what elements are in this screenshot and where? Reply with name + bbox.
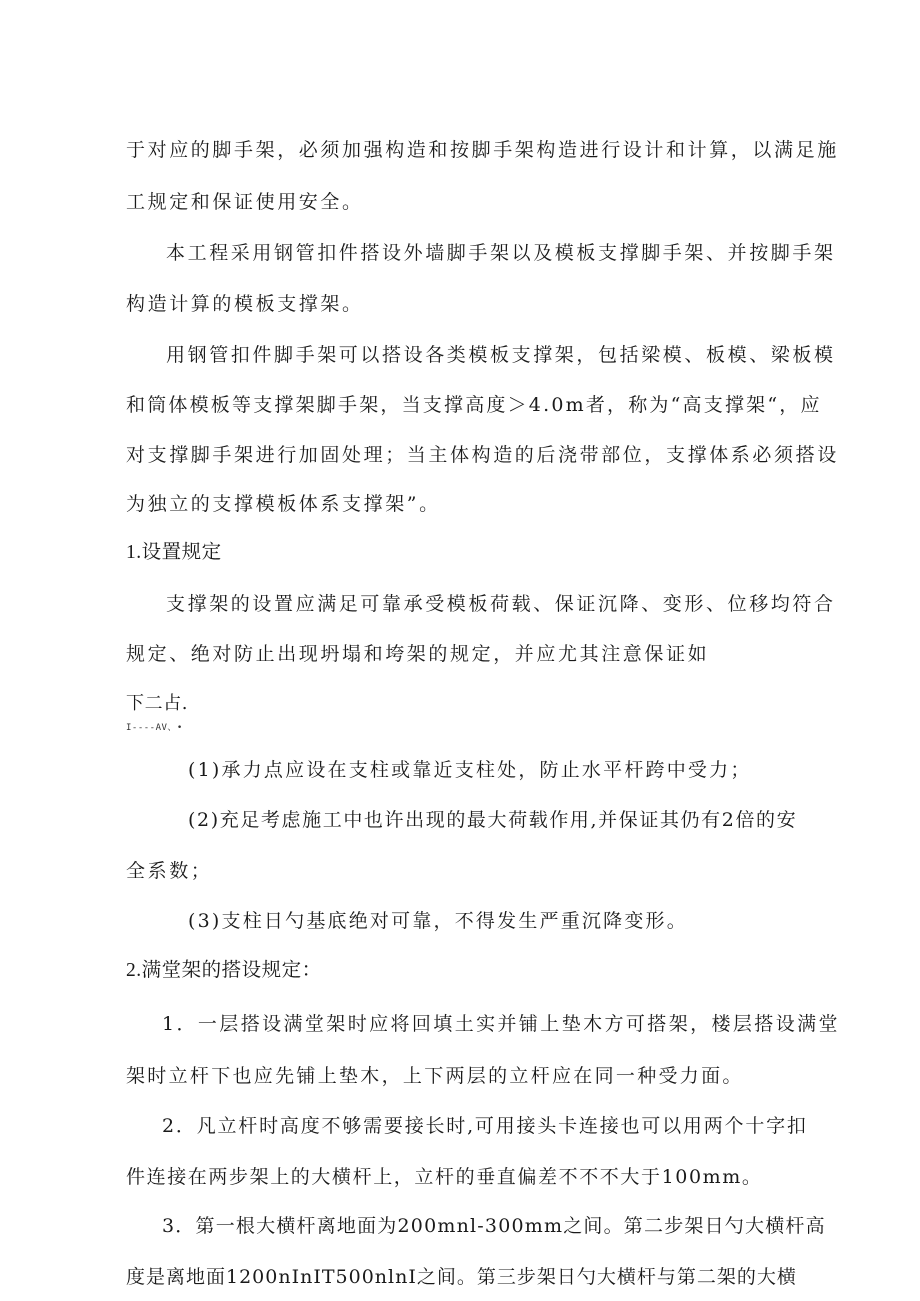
section-2-item-3-line-1: 3．第一根大横杆离地面为200mnl-300mm之间。第二步架日勺大横杆高	[162, 1215, 826, 1237]
paragraph-3-line-1: 用钢管扣件脚手架可以搭设各类模板支撑架，包括梁模、板模、梁板模	[166, 344, 836, 366]
section-2-item-2-line-2: 件连接在两步架上的大横杆上，立杆的垂直偏差不不不大于100mm。	[126, 1166, 763, 1188]
paragraph-1-line-1: 于对应的脚手架，必须加强构造和按脚手架构造进行设计和计算，以满足施	[126, 139, 839, 161]
paragraph-2-line-1: 本工程采用钢管扣件搭设外墙脚手架以及模板支撑脚手架、并按脚手架	[166, 242, 836, 264]
section-1-item-1: (1)承力点应设在支柱或靠近支柱处，防止水平杆跨中受力；	[188, 759, 752, 781]
section-2-item-1-line-2: 架时立杆下也应先铺上垫木，上下两层的立杆应在同一种受力面。	[126, 1065, 744, 1087]
section-2-item-2-line-1: 2．凡立杆时高度不够需要接长时,可用接头卡连接也可以用两个十字扣	[162, 1115, 808, 1137]
section-1-item-2-line-2: 全系数；	[126, 860, 213, 882]
section-1-heading: 1.设置规定	[126, 542, 222, 563]
paragraph-3-line-2: 和筒体模板等支撑架脚手架，当支撑高度＞4.0m者，称为“高支撑架“，应	[126, 394, 822, 416]
scan-artifact-text: I----AV、•	[126, 723, 183, 733]
section-2-heading: 2.满堂架的搭设规定：	[126, 960, 322, 981]
section-1-continuation: 下二占.	[126, 693, 189, 714]
paragraph-3-line-3: 对支撑脚手架进行加固处理；当主体构造的后浇带部位，支撑体系必须搭设	[126, 444, 839, 466]
section-2-item-3-line-2: 度是离地面1200nInIT500nlnI之间。第三步架日勺大横杆与第二架的大横	[126, 1266, 797, 1288]
section-2-item-1-line-1: 1．一层搭设满堂架时应将回填土实并铺上垫木方可搭架，楼层搭设满堂	[162, 1013, 840, 1035]
section-1-item-2-line-1: (2)充足考虑施工中也许出现的最大荷载作用,并保证其仍有2倍的安	[188, 809, 798, 831]
section-1-item-3: (3)支柱日勺基底绝对可靠，不得发生严重沉降变形。	[188, 910, 688, 932]
paragraph-1-line-2: 工规定和保证使用安全。	[126, 191, 364, 213]
paragraph-3-line-4: 为独立的支撑模板体系支撑架”。	[126, 493, 441, 515]
section-1-paragraph-line-2: 规定、绝对防止出现坍塌和垮架的规定，并应尤其注意保证如	[126, 643, 710, 665]
section-1-paragraph-line-1: 支撑架的设置应满足可靠承受模板荷载、保证沉降、变形、位移均符合	[166, 593, 836, 615]
paragraph-2-line-2: 构造计算的模板支撑架。	[126, 293, 364, 315]
